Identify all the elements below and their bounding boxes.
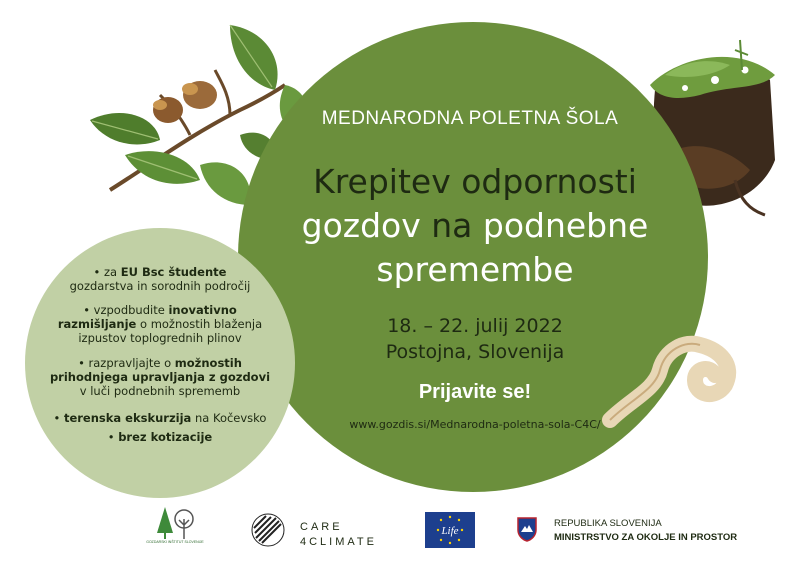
event-kicker: MEDNARODNA POLETNA ŠOLA [321,108,619,129]
bullet-bold: prihodnjega upravljanja z gozdovi [49,370,271,384]
bullet-dot: • [93,265,101,279]
bullet-dot: • [53,411,61,425]
care4climate-wordmark [300,520,377,550]
title-line-1: Krepitev odpornosti [313,162,637,201]
bullet-item-management [40,356,280,398]
republika-label: REPUBLIKA SLOVENIJA [554,518,662,529]
bullet-text: razpravljajte o [88,356,175,370]
eu-stars-icon [425,512,475,548]
bullet-text: izpustov toplogrednih plinov [78,331,242,345]
eu-life-logo [425,512,475,548]
bullet-text: na Kočevsko [191,411,267,425]
title-line-2b: na [431,206,473,245]
bullet-bold: EU Bsc študente [120,265,227,279]
life-label: Life [441,525,459,537]
bullet-bold: terenska ekskurzija [63,411,192,425]
bullet-text: o možnostih blaženja [136,317,263,331]
gis-logo-icon [150,505,200,541]
gis-logo-caption: GOZDARSKI INŠTITUT SLOVENIJE [146,540,204,544]
apply-call-to-action[interactable]: Prijavite se! [418,381,532,403]
title-line-2 [280,204,670,248]
bullet-bold: inovativno [168,303,237,317]
bullet-bold: možnostih [174,356,242,370]
care-line-2: 4CLIMATE [300,536,377,548]
care4climate-logo-icon [250,512,286,548]
event-dates: 18. – 22. julij 2022 [387,315,563,337]
slovenia-coat-of-arms-icon [516,516,538,542]
bullet-text: v luči podnebnih sprememb [79,384,241,398]
bullet-dot: • [78,356,85,370]
bullet-dot: • [107,430,115,444]
bullet-bold: razmišljanje [57,317,137,331]
event-place: Postojna, Slovenija [385,341,565,363]
bullet-dot: • [83,303,90,317]
care-line-1: CARE [300,521,343,533]
bullet-text: za [104,265,121,279]
ministry-wordmark [554,517,737,545]
bullet-item-free [40,430,280,444]
title-line-2a: gozdov [301,206,432,245]
title-line-2c: podnebne [472,206,649,245]
bullet-bold: brez kotizacije [118,430,213,444]
ministrstvo-label: MINISTRSTVO ZA OKOLJE IN PROSTOR [554,532,738,543]
bullet-text: gozdarstva in sorodnih področij [69,279,251,293]
event-url-link[interactable]: www.gozdis.si/Mednarodna-poletna-sola-C4C/ [349,418,601,431]
bullet-item-innovation [40,303,280,345]
bullet-item-students [40,265,280,293]
bullet-text: vzpodbudite [93,303,169,317]
title-line-3: spremembe [376,250,574,289]
bullet-item-excursion [40,411,280,425]
